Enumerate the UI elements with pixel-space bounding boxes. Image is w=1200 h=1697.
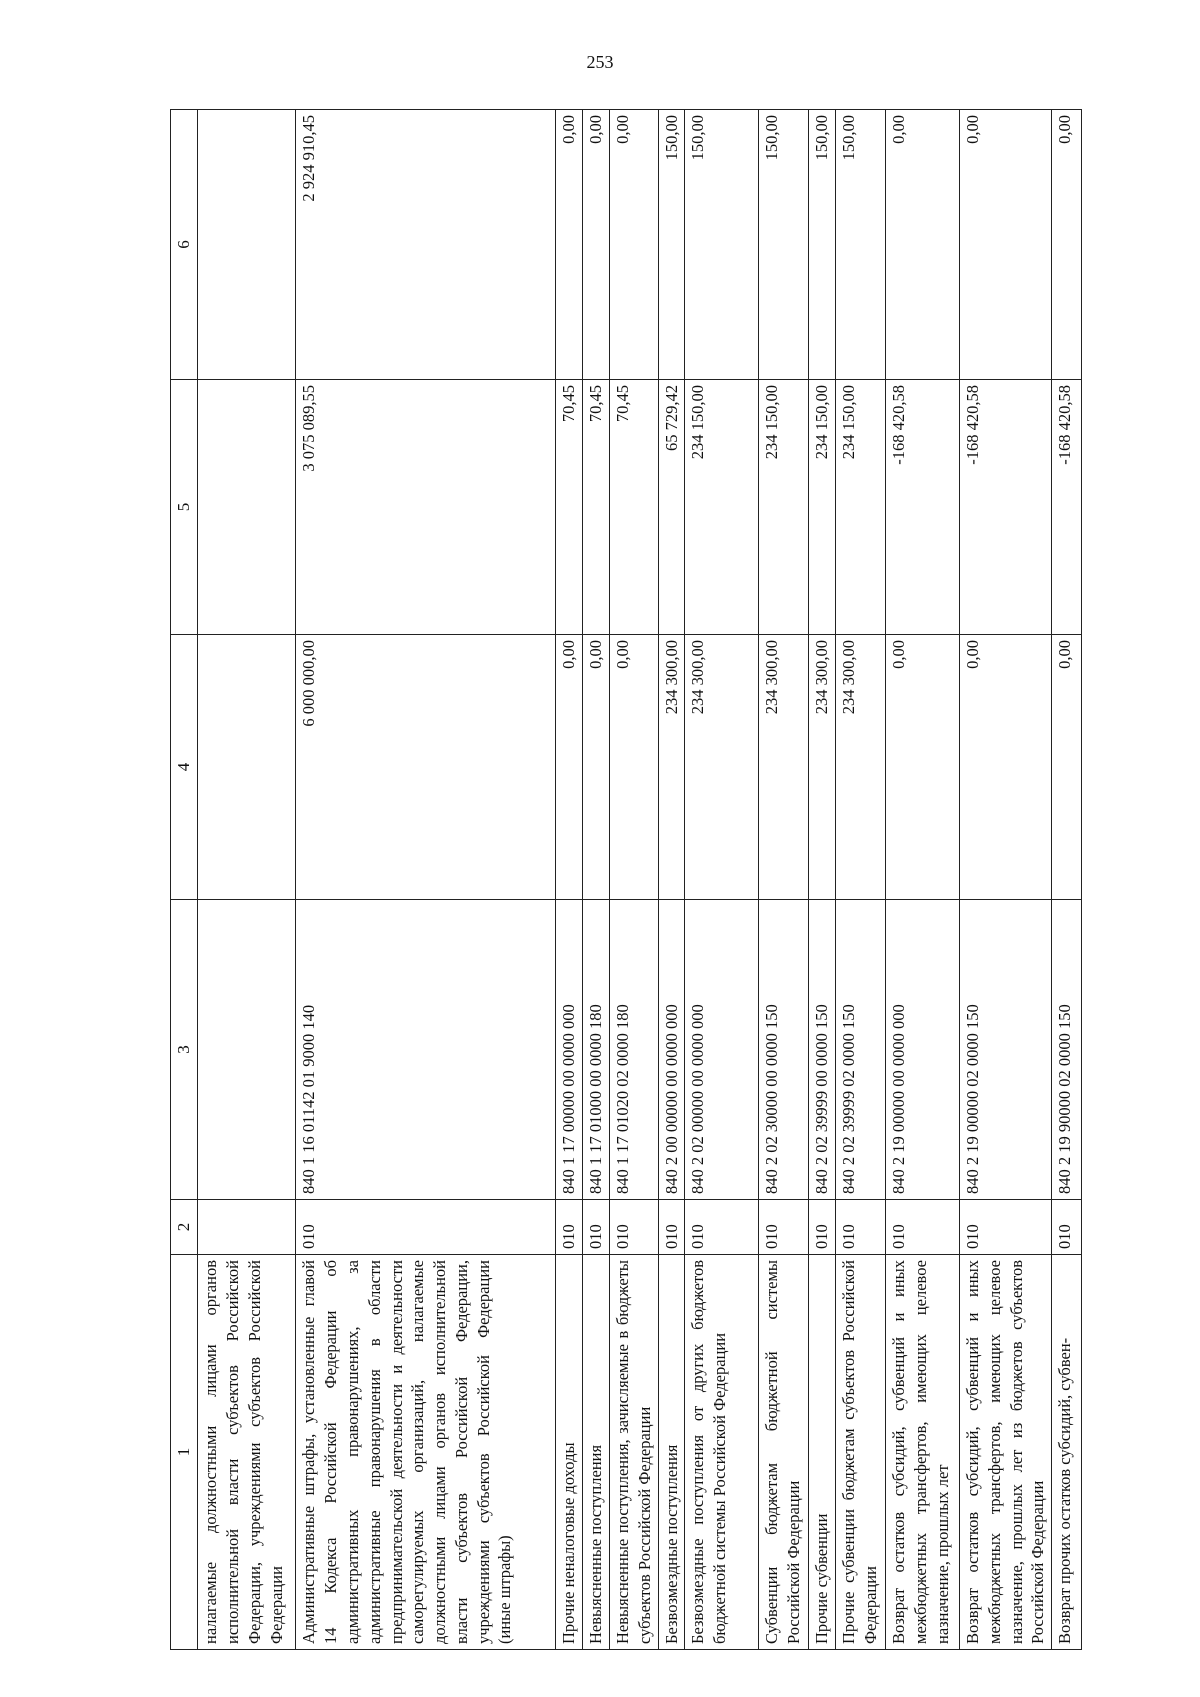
row-budget-code: 840 2 00 00000 00 0000 000 — [658, 900, 685, 1200]
row-name: Прочие субвенции бюджетам субъектов Российской Федерации — [836, 1255, 886, 1650]
row-unexecuted-amount: 0,00 — [583, 110, 610, 380]
row-planned-amount: 0,00 — [583, 635, 610, 900]
row-executed-amount — [198, 380, 296, 635]
row-name: Безвозмездные поступления от других бюджетов бюджетной системы Российской Федерации — [685, 1255, 759, 1650]
row-name: Субвенции бюджетам бюджетной системы Российской Федерации — [759, 1255, 809, 1650]
row-name: Невыясненные поступления — [583, 1255, 610, 1650]
column-number-row — [171, 110, 198, 1650]
row-planned-amount: 234 300,00 — [685, 635, 759, 900]
row-planned-amount: 234 300,00 — [809, 635, 836, 900]
row-line-code: 010 — [836, 1200, 886, 1255]
row-budget-code: 840 1 17 01020 02 0000 180 — [609, 900, 658, 1200]
row-line-code: 010 — [1052, 1200, 1082, 1255]
row-name: налагаемые должностными лицами органов исполнительной власти субъектов Российской Федерации, учреждениями субъектов Российской Федерации — [198, 1255, 296, 1650]
row-unexecuted-amount: 2 924 910,45 — [296, 110, 556, 380]
row-line-code: 010 — [960, 1200, 1052, 1255]
table-row — [296, 110, 556, 1650]
row-line-code: 010 — [685, 1200, 759, 1255]
column-header: 2 — [171, 1200, 198, 1255]
row-name: Безвозмездные поступления — [658, 1255, 685, 1650]
table-container — [170, 110, 1075, 1650]
row-planned-amount: 0,00 — [556, 635, 583, 900]
table-row — [886, 110, 960, 1650]
row-planned-amount — [198, 635, 296, 900]
row-budget-code: 840 2 19 00000 00 0000 000 — [886, 900, 960, 1200]
row-line-code: 010 — [658, 1200, 685, 1255]
row-line-code: 010 — [759, 1200, 809, 1255]
table-row — [609, 110, 658, 1650]
row-budget-code: 840 2 19 90000 02 0000 150 — [1052, 900, 1082, 1200]
table-row — [658, 110, 685, 1650]
row-executed-amount: -168 420,58 — [1052, 380, 1082, 635]
row-budget-code: 840 2 02 39999 02 0000 150 — [836, 900, 886, 1200]
row-budget-code: 840 1 17 01000 00 0000 180 — [583, 900, 610, 1200]
column-header: 3 — [171, 900, 198, 1200]
row-line-code — [198, 1200, 296, 1255]
table-row — [960, 110, 1052, 1650]
row-line-code: 010 — [886, 1200, 960, 1255]
row-planned-amount: 6 000 000,00 — [296, 635, 556, 900]
column-header: 6 — [171, 110, 198, 380]
table-row — [759, 110, 809, 1650]
row-line-code: 010 — [556, 1200, 583, 1255]
row-executed-amount: 70,45 — [583, 380, 610, 635]
row-budget-code: 840 1 16 01142 01 9000 140 — [296, 900, 556, 1200]
row-executed-amount: 234 150,00 — [685, 380, 759, 635]
row-unexecuted-amount: 150,00 — [685, 110, 759, 380]
row-budget-code: 840 1 17 00000 00 0000 000 — [556, 900, 583, 1200]
row-unexecuted-amount: 0,00 — [886, 110, 960, 380]
row-budget-code: 840 2 19 00000 02 0000 150 — [960, 900, 1052, 1200]
row-name: Административные штрафы, установленные главой 14 Кодекса Российской Федерации об административных правонарушениях, за административные правонарушения в области предпринимательской деятельности и деятельности саморегулируемых организаций, налагаемые должностными лицами органов исполнительной власти субъектов Российской Федерации, учреждениями субъектов Российской Федерации (иные штрафы) — [296, 1255, 556, 1650]
page-number: 253 — [586, 52, 614, 72]
row-executed-amount: -168 420,58 — [886, 380, 960, 635]
row-name: Возврат прочих остатков субсидий, субвен- — [1052, 1255, 1082, 1650]
table-row — [556, 110, 583, 1650]
row-budget-code: 840 2 02 00000 00 0000 000 — [685, 900, 759, 1200]
row-planned-amount: 0,00 — [886, 635, 960, 900]
row-name: Невыясненные поступления, зачисляемые в бюджеты субъектов Российской Федерации — [609, 1255, 658, 1650]
row-line-code: 010 — [809, 1200, 836, 1255]
row-line-code: 010 — [296, 1200, 556, 1255]
row-executed-amount: 234 150,00 — [759, 380, 809, 635]
row-unexecuted-amount: 150,00 — [658, 110, 685, 380]
row-name: Возврат остатков субсидий, субвенций и иных межбюджетных трансфертов, имеющих целевое назначение, прошлых лет из бюджетов субъектов Российской Федерации — [960, 1255, 1052, 1650]
row-executed-amount: 70,45 — [609, 380, 658, 635]
row-executed-amount: 65 729,42 — [658, 380, 685, 635]
row-unexecuted-amount: 0,00 — [609, 110, 658, 380]
row-executed-amount: -168 420,58 — [960, 380, 1052, 635]
row-planned-amount: 234 300,00 — [658, 635, 685, 900]
table-row — [198, 110, 296, 1650]
row-unexecuted-amount: 0,00 — [960, 110, 1052, 380]
row-executed-amount: 3 075 089,55 — [296, 380, 556, 635]
row-name: Прочие неналоговые доходы — [556, 1255, 583, 1650]
row-executed-amount: 70,45 — [556, 380, 583, 635]
row-planned-amount: 234 300,00 — [759, 635, 809, 900]
row-executed-amount: 234 150,00 — [809, 380, 836, 635]
row-unexecuted-amount: 150,00 — [836, 110, 886, 380]
row-unexecuted-amount: 150,00 — [809, 110, 836, 380]
column-header: 5 — [171, 380, 198, 635]
column-header: 4 — [171, 635, 198, 900]
row-name: Возврат остатков субсидий, субвенций и иных межбюджетных трансфертов, имеющих целевое назначение, прошлых лет — [886, 1255, 960, 1650]
row-planned-amount: 0,00 — [960, 635, 1052, 900]
row-unexecuted-amount: 0,00 — [556, 110, 583, 380]
table-row — [836, 110, 886, 1650]
row-unexecuted-amount — [198, 110, 296, 380]
budget-table — [170, 109, 1082, 1650]
row-line-code: 010 — [609, 1200, 658, 1255]
row-name: Прочие субвенции — [809, 1255, 836, 1650]
row-unexecuted-amount: 150,00 — [759, 110, 809, 380]
row-planned-amount: 234 300,00 — [836, 635, 886, 900]
column-header: 1 — [171, 1255, 198, 1650]
table-row — [1052, 110, 1082, 1650]
table-row — [583, 110, 610, 1650]
row-unexecuted-amount: 0,00 — [1052, 110, 1082, 380]
table-row — [809, 110, 836, 1650]
row-budget-code — [198, 900, 296, 1200]
table-row — [685, 110, 759, 1650]
row-planned-amount: 0,00 — [609, 635, 658, 900]
row-budget-code: 840 2 02 39999 00 0000 150 — [809, 900, 836, 1200]
row-budget-code: 840 2 02 30000 00 0000 150 — [759, 900, 809, 1200]
row-executed-amount: 234 150,00 — [836, 380, 886, 635]
row-planned-amount: 0,00 — [1052, 635, 1082, 900]
row-line-code: 010 — [583, 1200, 610, 1255]
